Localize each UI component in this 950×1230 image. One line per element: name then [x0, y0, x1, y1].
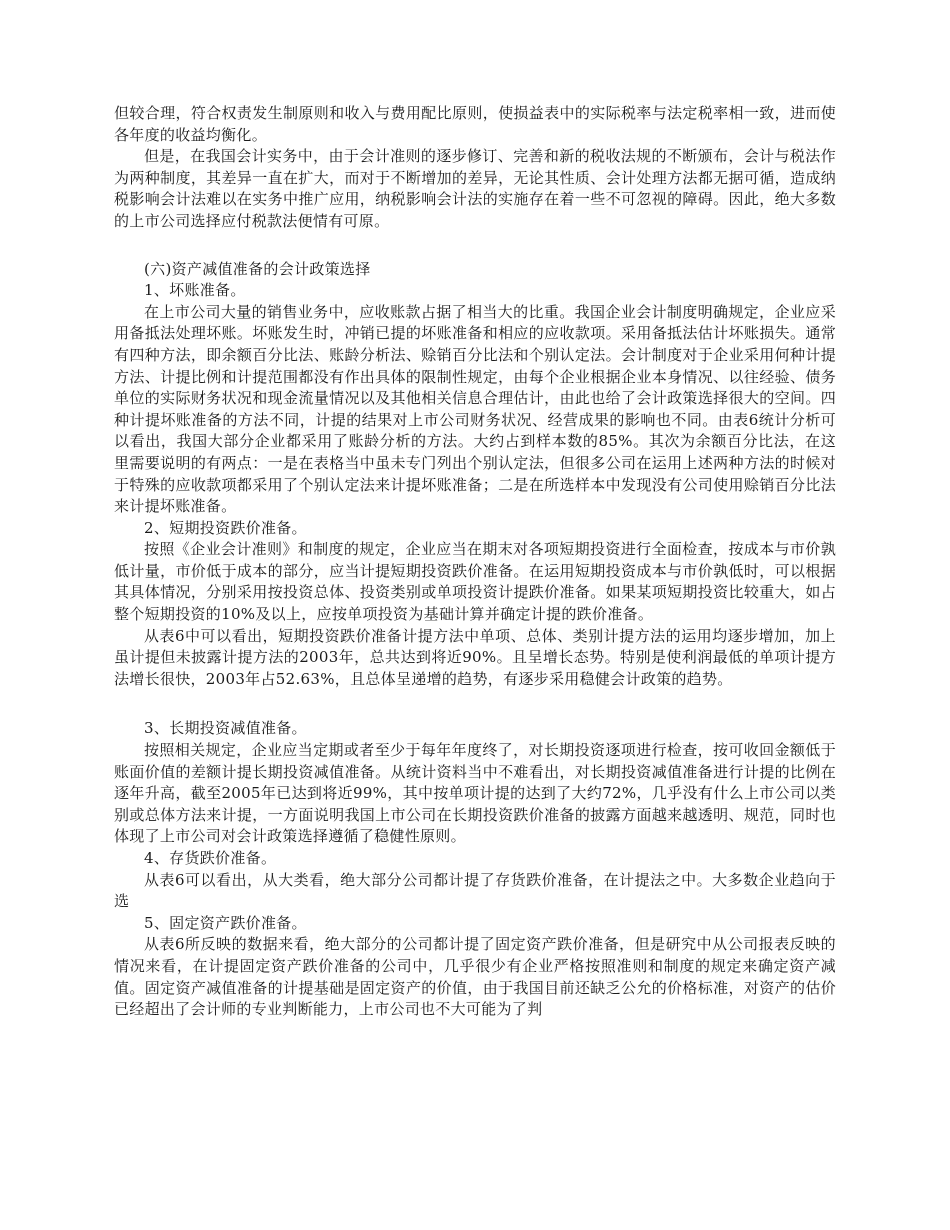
subheading-inventory: 4、存货跌价准备。 — [144, 849, 277, 867]
paragraph-short-term-investment-analysis: 从表6中可以看出，短期投资跌价准备计提方法中单项、总体、类别计提方法的运用均逐步增加，加上虽计提但未披露计提方法的2003年，总共达到将近90%。且呈增长态势。特别是使利润最低的单项计提方法增长很快，2003年占52.63%，且总体呈递增的趋势，有逐步采用稳健会计政策的趋势。 — [114, 626, 836, 688]
paragraph-bad-debt: 在上市公司大量的销售业务中，应收账款占据了相当大的比重。我国企业会计制度明确规定，企业应采用备抵法处理坏账。坏账发生时，冲销已提的坏账准备和相应的应收款项。采用备抵法估计坏账损失。通常有四种方法，即余额百分比法、账龄分析法、赊销百分比法和个别认定法。会计制度对于企业采用何种计提方法、计提比例和计提范围都没有作出具体的限制性规定，由每个企业根据企业本身情况、以往经验、债务单位的实际财务状况和现金流量情况以及其他相关信息合理估计，由此也给了会计政策选择很大的空间。四种计提坏账准备的方法不同，计提的结果对上市公司财务状况、经营成果的影响也不同。由表6统计分析可以看出，我国大部分企业都采用了账龄分析的方法。大约占到样本数的85%。其次为余额百分比法，在这里需要说明的有两点：一是在表格当中虽未专门列出个别认定法，但很多公司在运用上述两种方法的时候对于特殊的应收款项都采用了个别认定法来计提坏账准备；二是在所选样本中发现没有公司使用赊销百分比法来计提坏账准备。 — [114, 302, 836, 516]
paragraph-inventory: 从表6可以看出，从大类看，绝大部分公司都计提了存货跌价准备，在计提法之中。大多数企业趋向于选 — [114, 870, 836, 911]
subheading-short-term-investment: 2、短期投资跌价准备。 — [144, 518, 307, 537]
subheading-fixed-assets: 5、固定资产跌价准备。 — [144, 913, 307, 932]
paragraph-tax-practice: 但是，在我国会计实务中，由于会计准则的逐步修订、完善和新的税收法规的不断颁布，会计与税法作为两种制度，其差异一直在扩大，而对于不断增加的差异，无论其性质、会计处理方法都无据可循，造成纳税影响会计法难以在实务中推广应用，纳税影响会计法的实施存在着一些不可忽视的障碍。因此，绝大多数的上市公司选择应付税款法便情有可原。 — [114, 147, 836, 230]
section-gap — [114, 233, 836, 259]
paragraph-long-term-investment: 按照相关规定，企业应当定期或者至少于每年年度终了，对长期投资逐项进行检查，按可收回金额低于账面价值的差额计提长期投资减值准备。从统计资料当中不难看出，对长期投资减值准备进行计提的比例在逐年升高，截至2005年已达到将近99%，其中按单项计提的达到了大约72%，几乎没有什么上市公司以类别或总体方法来计提，一方面说明我国上市公司在长期投资跌价准备的披露方面越来越透明、规范，同时也体现了上市公司对会计政策选择遵循了稳健性原则。 — [114, 741, 836, 846]
paragraph-continued-tax-method: 但较合理，符合权责发生制原则和收入与费用配比原则，使损益表中的实际税率与法定税率相一致，进而使各年度的收益均衡化。 — [114, 104, 836, 144]
section-gap — [114, 690, 836, 718]
document-page — [114, 103, 836, 1021]
paragraph-fixed-assets: 从表6所反映的数据来看，绝大部分的公司都计提了固定资产跌价准备，但是研究中从公司报表反映的情况来看，在计提固定资产跌价准备的公司中，几乎很少有企业严格按照准则和制度的规定来确定资产减值。固定资产减值准备的计提基础是固定资产的价值，由于我国目前还缺乏公允的价格标准，对资产的估价已经超出了会计师的专业判断能力，上市公司也不大可能为了判 — [114, 935, 836, 1019]
paragraph-short-term-investment-rules: 按照《企业会计准则》和制度的规定，企业应当在期末对各项短期投资进行全面检查，按成本与市价孰低计量，市价低于成本的部分，应当计提短期投资跌价准备。在运用短期投资成本与市价孰低时，可以根据其具体情况，分别采用按投资总体、投资类别或单项投资计提跌价准备。如果某项短期投资比较重大，如占整个短期投资的10%及以上，应按单项投资为基础计算并确定计提的跌价准备。 — [114, 540, 836, 624]
section-heading-asset-impairment: (六)资产减值准备的会计政策选择 — [144, 259, 371, 278]
subheading-long-term-investment: 3、长期投资减值准备。 — [144, 719, 307, 738]
subheading-bad-debt: 1、坏账准备。 — [144, 281, 246, 300]
